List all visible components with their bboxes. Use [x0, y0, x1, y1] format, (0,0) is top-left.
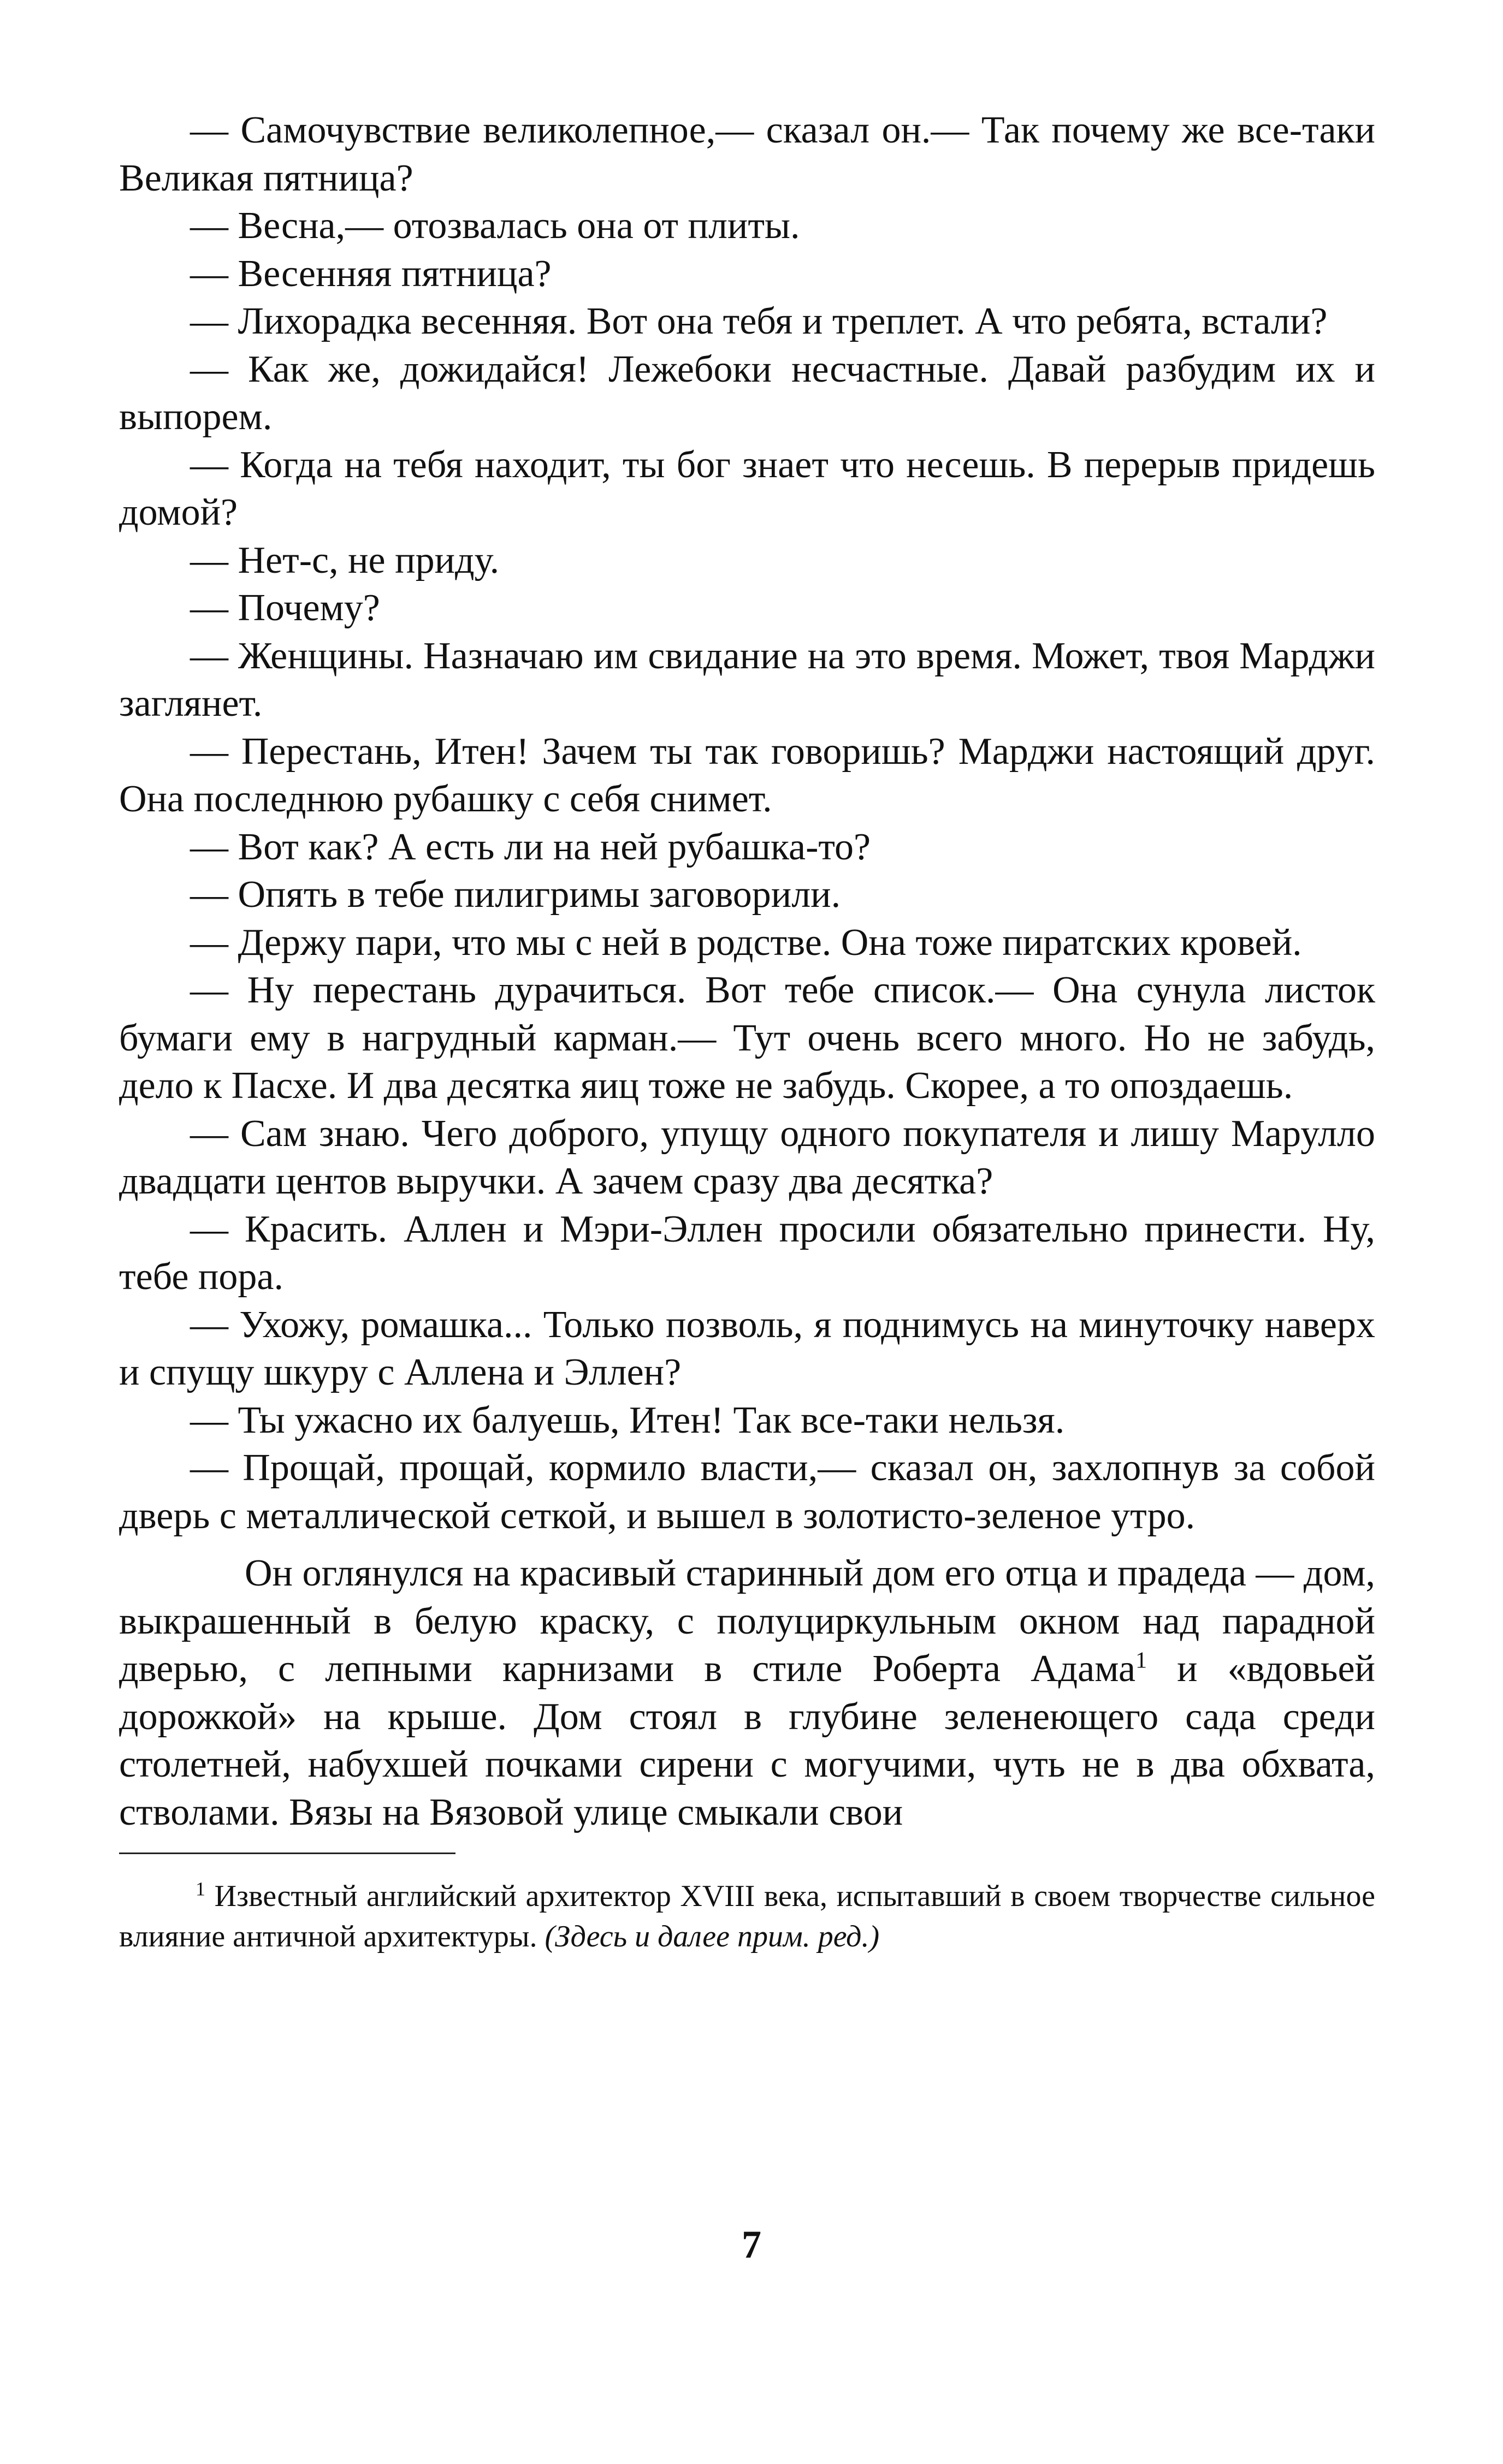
dialog-paragraph: — Почему?	[190, 587, 380, 629]
footnote-mark: 1	[196, 1878, 205, 1900]
dialog-paragraph: — Женщины. Назначаю им свидание на это время. Может, твоя Марджи заглянет.	[119, 634, 1375, 725]
dialog-paragraph: — Ты ужасно их балуешь, Итен! Так все-таки нельзя.	[190, 1399, 1065, 1441]
dialog-paragraph: — Держу пари, что мы с ней в родстве. Она тоже пиратских кровей.	[190, 921, 1302, 964]
dialog-paragraph: — Опять в тебе пилигримы заговорили.	[190, 874, 841, 916]
narrative-text: Он оглянулся на красивый старинный дом его отца и прадеда — дом, выкрашенный в белую краску, с полуциркульным окном над парадной дверью, с лепными карнизами в стиле Роберта Адама	[119, 1552, 1375, 1690]
dialog-paragraph: — Как же, дожидайся! Лежебоки несчастные. Давай разбудим их и выпорем.	[119, 348, 1375, 438]
dialog-paragraph: — Прощай, прощай, кормило власти,— сказал он, захлопнув за собой дверь с металлической сеткой, и вышел в золотисто-зеленое утро.	[119, 1447, 1375, 1537]
dialog-paragraph: — Ну перестань дурачиться. Вот тебе список.— Она сунула листок бумаги ему в нагрудный карман.— Тут очень всего много. Но не забудь, дело к Пасхе. И два десятка яиц тоже не забудь. Скорее, а то опоздаешь.	[119, 969, 1375, 1107]
dialog-paragraph: — Красить. Аллен и Мэри-Эллен просили обязательно принести. Ну, тебе пора.	[119, 1208, 1375, 1298]
dialog-paragraph: — Самочувствие великолепное,— сказал он.— Так почему же все-таки Великая пятница?	[119, 109, 1375, 199]
footnote-editor-note: (Здесь и далее прим. ред.)	[545, 1920, 880, 1954]
dialog-paragraph: — Когда на тебя находит, ты бог знает что несешь. В перерыв придешь домой?	[119, 443, 1375, 533]
footnote-reference: 1	[1135, 1648, 1147, 1673]
dialog-paragraph: — Весна,— отозвалась она от плиты.	[190, 205, 800, 247]
dialog-paragraph: — Перестань, Итен! Зачем ты так говоришь? Марджи настоящий друг. Она последнюю рубашку с себя снимет.	[119, 730, 1375, 820]
body-text	[119, 106, 1375, 1836]
dialog-paragraph: — Нет-с, не приду.	[190, 539, 500, 581]
narrative-paragraph	[119, 1549, 1375, 1836]
dialog-paragraph: — Сам знаю. Чего доброго, упущу одного покупателя и лишу Марулло двадцати центов выручки. А зачем сразу два десятка?	[119, 1112, 1375, 1202]
narrative-text-continued: и «вдовьей дорожкой» на крыше. Дом стоял в глубине зеленеющего сада среди столетней, набухшей почками сирени с могучими, чуть не в два обхвата, стволами. Вязы на Вязовой улице смыкали свои	[119, 1648, 1376, 1833]
dialog-paragraph: — Вот как? А есть ли на ней рубашка-то?	[190, 826, 871, 868]
book-page	[119, 106, 1375, 1957]
dialog-paragraph: — Ухожу, ромашка... Только позволь, я поднимусь на минуточку наверх и спущу шкуру с Аллена и Эллен?	[119, 1303, 1375, 1393]
dialog-paragraph: — Лихорадка весенняя. Вот она тебя и треплет. А что ребята, встали?	[190, 300, 1328, 342]
page-number: 7	[742, 2223, 761, 2266]
dialog-paragraph: — Весенняя пятница?	[190, 252, 552, 295]
footnote-text: Известный английский архитектор XVIII века, испытавший в своем творчестве сильное влияние античной архитектуры.	[119, 1879, 1375, 1954]
footnote-separator	[119, 1853, 455, 1854]
footnote	[119, 1876, 1375, 1957]
